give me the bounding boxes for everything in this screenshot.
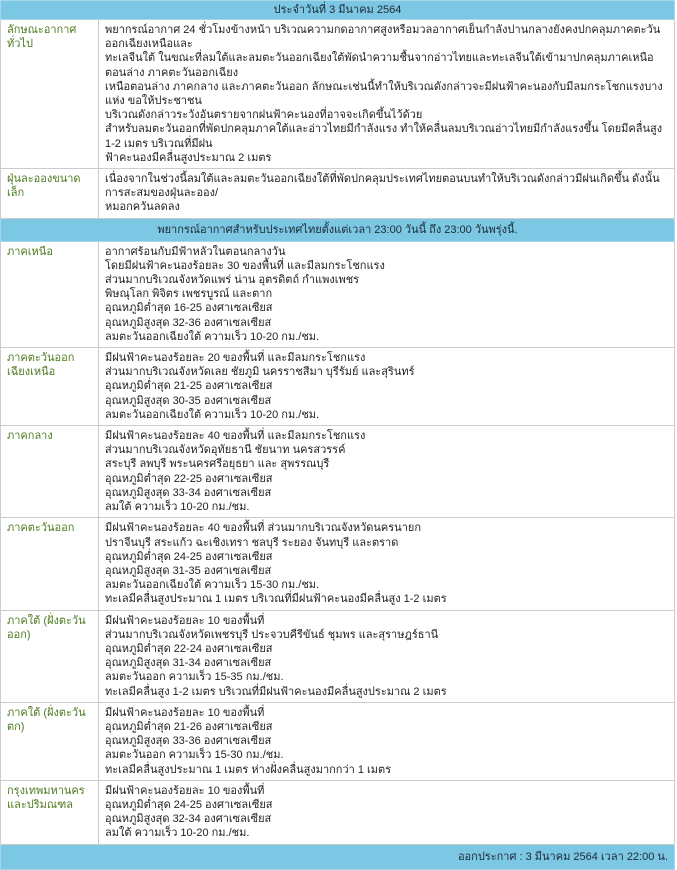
dust-text (99, 169, 675, 219)
forecast-line: ลมตะวันออกเฉียงใต้ ความเร็ว 10-20 กม./ชม. (105, 408, 320, 421)
forecast-line: อุณหภูมิต่ำสุด 22-24 องศาเซลเซียส (105, 642, 273, 655)
region-forecast (99, 780, 675, 844)
region-label: กรุงเทพมหานครและปริมณฑล (1, 780, 99, 844)
forecast-line: สระบุรี ลพบุรี พระนครศรีอยุธยา และ สุพรรณบุรี (105, 458, 330, 471)
region-forecast (99, 241, 675, 347)
forecast-line: มีฝนฟ้าคะนองร้อยละ 40 ของพื้นที่ และมีลมกระโชกแรง (105, 430, 366, 443)
forecast-line: อุณหภูมิต่ำสุด 24-25 องศาเซลเซียส (105, 798, 273, 811)
dust-line: หมอกควันลดลง (105, 201, 180, 214)
forecast-line: ลมตะวันออก ความเร็ว 15-30 กม./ชม. (105, 749, 284, 762)
region-label: ภาคใต้ (ฝั่งตะวันตก) (1, 702, 99, 780)
date-header-row (1, 1, 675, 20)
region-forecast (99, 610, 675, 702)
forecast-line: มีฝนฟ้าคะนองร้อยละ 40 ของพื้นที่ ส่วนมากบริเวณจังหวัดนครนายก (105, 522, 421, 535)
footer-row (1, 844, 675, 869)
forecast-line: ทะเลมีคลื่นสูงประมาณ 1 เมตร บริเวณที่มีฝนฟ้าคะนองมีคลื่นสูง 1-2 เมตร (105, 593, 447, 606)
forecast-line: อุณหภูมิต่ำสุด 22-25 องศาเซลเซียส (105, 472, 273, 485)
forecast-line: ส่วนมากบริเวณจังหวัดอุทัยธานี ชัยนาท นครสวรรค์ (105, 444, 346, 457)
forecast-line: ลมตะวันออก ความเร็ว 15-35 กม./ชม. (105, 671, 284, 684)
forecast-line: ลมใต้ ความเร็ว 10-20 กม./ชม. (105, 827, 250, 840)
forecast-line: อุณหภูมิสูงสุด 30-35 องศาเซลเซียส (105, 394, 272, 407)
region-label: ภาคเหนือ (1, 241, 99, 347)
general-weather-text (99, 20, 675, 169)
region-label: ภาคตะวันออก (1, 518, 99, 610)
region-label: ภาคกลาง (1, 426, 99, 518)
general-weather-line: บริเวณดังกล่าวระวังอันตรายจากฝนฟ้าคะนองที่อาจจะเกิดขึ้นไว้ด้วย (105, 109, 423, 122)
general-weather-line: พยากรณ์อากาศ 24 ชั่วโมงข้างหน้า บริเวณความกดอากาศสูงหรือมวลอากาศเย็นกำลังปานกลางยังคงปกคลุมภาคตะวันออกเฉียงเหนือและ (105, 24, 661, 51)
forecast-line: มีฝนฟ้าคะนองร้อยละ 20 ของพื้นที่ และมีลมกระโชกแรง (105, 352, 366, 365)
issued-time: ออกประกาศ : 3 มีนาคม 2564 เวลา 22:00 น. (1, 844, 675, 869)
forecast-line: มีฝนฟ้าคะนองร้อยละ 10 ของพื้นที่ (105, 614, 265, 627)
region-row-east (1, 518, 675, 610)
forecast-line: ส่วนมากบริเวณจังหวัดเลย ชัยภูมิ นครราชสีมา บุรีรัมย์ และสุรินทร์ (105, 366, 415, 379)
region-row-bangkok (1, 780, 675, 844)
forecast-line: อุณหภูมิต่ำสุด 21-26 องศาเซลเซียส (105, 720, 273, 733)
general-weather-line: เหนือตอนล่าง ภาคกลาง และภาคตะวันออก ลักษณะเช่นนี้ทำให้บริเวณดังกล่าวจะมีฝนฟ้าคะนองกับมีลมกระโชกแรงบางแห่ง ขอให้ประชาชน (105, 80, 663, 108)
dust-line: เนื่องจากในช่วงนี้ลมใต้และลมตะวันออกเฉียงใต้ที่พัดปกคลุมประเทศไทยตอนบนทำให้บริเวณดังกล่าวมีฝนเกิดขึ้น ดังนั้นการสะสมของฝุ่นละออง/ (105, 173, 660, 200)
general-weather-row (1, 20, 675, 169)
forecast-line: อุณหภูมิสูงสุด 31-34 องศาเซลเซียส (105, 657, 272, 670)
forecast-line: ทะเลมีคลื่นสูง 1-2 เมตร บริเวณที่มีฝนฟ้าคะนองมีคลื่นสูงประมาณ 2 เมตร (105, 685, 447, 698)
forecast-line: ลมใต้ ความเร็ว 10-20 กม./ชม. (105, 501, 250, 514)
forecast-line: อุณหภูมิต่ำสุด 24-25 องศาเซลเซียส (105, 550, 273, 563)
forecast-line: อุณหภูมิสูงสุด 33-34 องศาเซลเซียส (105, 486, 272, 499)
forecast-line: ลมตะวันออกเฉียงใต้ ความเร็ว 10-20 กม./ชม. (105, 330, 320, 343)
forecast-line: ส่วนมากบริเวณจังหวัดเพชรบุรี ประจวบคีรีขันธ์ ชุมพร และสุราษฎร์ธานี (105, 628, 439, 641)
forecast-line: อุณหภูมิต่ำสุด 16-25 องศาเซลเซียส (105, 302, 273, 315)
forecast-period-header: พยากรณ์อากาศสำหรับประเทศไทยตั้งแต่เวลา 23:00 วันนี้ ถึง 23:00 วันพรุ่งนี้. (1, 218, 675, 241)
forecast-line: โดยมีฝนฟ้าคะนองร้อยละ 30 ของพื้นที่ และมีลมกระโชกแรง (105, 259, 385, 272)
forecast-line: อุณหภูมิสูงสุด 31-35 องศาเซลเซียส (105, 564, 272, 577)
region-forecast (99, 348, 675, 426)
forecast-line: มีฝนฟ้าคะนองร้อยละ 10 ของพื้นที่ (105, 706, 265, 719)
forecast-line: อากาศร้อนกับมีฟ้าหลัวในตอนกลางวัน (105, 245, 286, 258)
region-row-south-east-coast (1, 610, 675, 702)
region-row-south-west-coast (1, 702, 675, 780)
region-forecast (99, 426, 675, 518)
forecast-line: ปราจีนบุรี สระแก้ว ฉะเชิงเทรา ชลบุรี ระยอง จันทบุรี และตราด (105, 536, 399, 549)
forecast-line: อุณหภูมิต่ำสุด 21-25 องศาเซลเซียส (105, 380, 273, 393)
region-label: ภาคใต้ (ฝั่งตะวันออก) (1, 610, 99, 702)
region-row-northeast (1, 348, 675, 426)
region-row-north (1, 241, 675, 347)
general-weather-label: ลักษณะอากาศทั่วไป (1, 20, 99, 169)
forecast-line: มีฝนฟ้าคะนองร้อยละ 10 ของพื้นที่ (105, 784, 265, 797)
forecast-period-row (1, 218, 675, 241)
date-title: ประจำวันที่ 3 มีนาคม 2564 (1, 1, 675, 20)
forecast-line: ทะเลมีคลื่นสูงประมาณ 1 เมตร ห่างฝั่งคลื่นสูงมากกว่า 1 เมตร (105, 763, 392, 776)
forecast-line: ส่วนมากบริเวณจังหวัดแพร่ น่าน อุตรดิตถ์ กำแพงเพชร (105, 274, 360, 287)
forecast-line: ลมตะวันออกเฉียงใต้ ความเร็ว 15-30 กม./ชม. (105, 579, 320, 592)
region-label: ภาคตะวันออกเฉียงเหนือ (1, 348, 99, 426)
region-forecast (99, 518, 675, 610)
region-row-central (1, 426, 675, 518)
region-forecast (99, 702, 675, 780)
forecast-line: อุณหภูมิสูงสุด 33-36 องศาเซลเซียส (105, 735, 272, 748)
general-weather-line: ฟ้าคะนองมีคลื่นสูงประมาณ 2 เมตร (105, 151, 272, 164)
dust-row (1, 169, 675, 219)
dust-label: ฝุ่นละอองขนาดเล็ก (1, 169, 99, 219)
general-weather-line: ทะเลจีนใต้ ในขณะที่ลมใต้และลมตะวันออกเฉียงใต้พัดนำความชื้นจากอ่าวไทยและทะเลจีนใต้เข้ามาปกคลุมภาคเหนือตอนล่าง ภาคตะวันออกเฉียง (105, 52, 654, 79)
forecast-line: อุณหภูมิสูงสุด 32-34 องศาเซลเซียส (105, 813, 272, 826)
forecast-line: อุณหภูมิสูงสุด 32-36 องศาเซลเซียส (105, 316, 272, 329)
general-weather-line: สำหรับลมตะวันออกที่พัดปกคลุมภาคใต้และอ่าวไทยมีกำลังแรง ทำให้คลื่นลมบริเวณอ่าวไทยมีกำลังแรงขึ้น โดยมีคลื่นสูง 1-2 เมตร บริเวณที่มีฝน (105, 123, 663, 150)
forecast-line: พิษณุโลก พิจิตร เพชรบูรณ์ และตาก (105, 288, 273, 301)
